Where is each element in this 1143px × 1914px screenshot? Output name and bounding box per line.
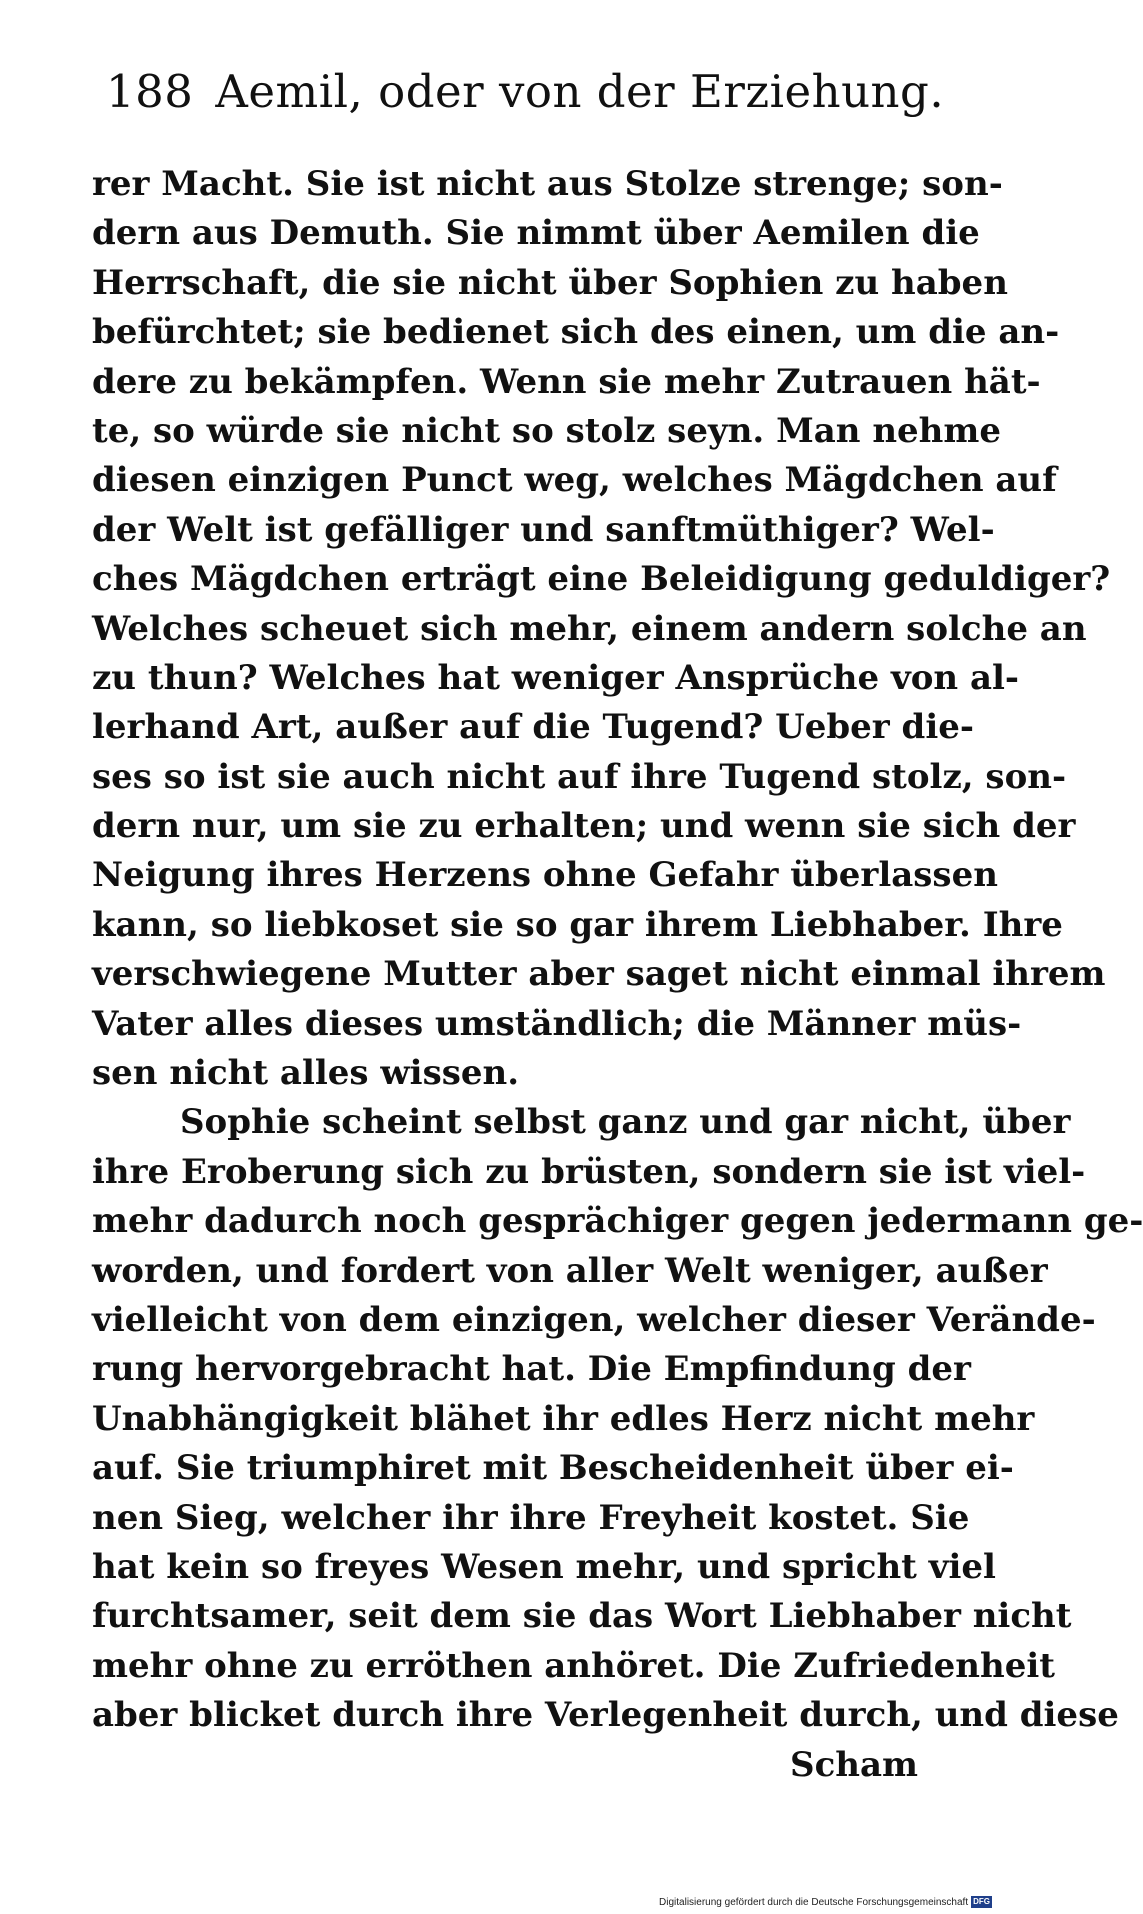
text-line: ihre Eroberung sich zu brüsten, sondern sie ist viel- — [92, 1151, 1086, 1192]
text-line: Sophie scheint selbst ganz und gar nicht, über — [180, 1102, 1071, 1143]
text-line: Vater alles dieses umständlich; die Männer müs- — [92, 1003, 1022, 1044]
text-line: auf. Sie triumphiret mit Bescheidenheit über ei- — [92, 1448, 1014, 1489]
text-line: kann, so liebkoset sie so gar ihrem Liebhaber. Ihre — [92, 904, 1063, 945]
text-line: te, so würde sie nicht so stolz seyn. Man nehme — [92, 410, 1002, 451]
text-line: dern aus Demuth. Sie nimmt über Aemilen die — [92, 213, 980, 254]
credit-text: Digitalisierung gefördert durch die Deutsche Forschungsgemeinschaft — [659, 1896, 969, 1908]
text-line: Herrschaft, die sie nicht über Sophien zu haben — [92, 262, 1008, 303]
text-line: dern nur, um sie zu erhalten; und wenn sie sich der — [92, 806, 1076, 847]
text-line: aber blicket durch ihre Verlegenheit durch, und diese — [92, 1695, 1119, 1736]
digitization-credit — [659, 1896, 992, 1908]
text-line: sen nicht alles wissen. — [92, 1053, 520, 1094]
text-line: rer Macht. Sie ist nicht aus Stolze strenge; son- — [92, 164, 1003, 204]
text-line: rung hervorgebracht hat. Die Empfindung der — [92, 1349, 971, 1390]
text-line: der Welt ist gefälliger und sanftmüthiger? Wel- — [92, 509, 995, 550]
catchword: Scham — [790, 1744, 918, 1785]
text-line: worden, und fordert von aller Welt weniger, außer — [92, 1250, 1048, 1291]
text-line: diesen einzigen Punct weg, welches Mägdchen auf — [92, 460, 1057, 501]
text-line: nen Sieg, welcher ihr ihre Freyheit kostet. Sie — [92, 1497, 970, 1538]
text-line: mehr ohne zu erröthen anhöret. Die Zufriedenheit — [92, 1645, 1055, 1686]
text-line: befürchtet; sie bedienet sich des einen, um die an- — [92, 312, 1060, 353]
text-line: vielleicht von dem einzigen, welcher dieser Verände- — [92, 1299, 1096, 1340]
page-header — [106, 62, 945, 122]
text-line: zu thun? Welches hat weniger Ansprüche von al- — [92, 657, 1020, 698]
dfg-logo: DFG — [973, 1897, 990, 1906]
text-line: mehr dadurch noch gesprächiger gegen jedermann ge- — [92, 1201, 1143, 1242]
text-line: furchtsamer, seit dem sie das Wort Liebhaber nicht — [92, 1596, 1072, 1637]
paragraph-2 — [92, 1098, 1143, 1740]
page-number: 188 — [106, 65, 194, 118]
text-line: verschwiegene Mutter aber saget nicht einmal ihrem — [92, 954, 1106, 995]
running-title: Aemil, oder von der Erziehung. — [215, 65, 945, 118]
body-text — [92, 160, 1143, 1790]
text-line: dere zu bekämpfen. Wenn sie mehr Zutrauen hät- — [92, 361, 1041, 402]
text-line: ses so ist sie auch nicht auf ihre Tugend stolz, son- — [92, 756, 1067, 797]
text-line: ches Mägdchen erträgt eine Beleidigung geduldiger? — [92, 559, 1111, 600]
text-line: Unabhängigkeit blähet ihr edles Herz nicht mehr — [92, 1398, 1035, 1439]
text-line: hat kein so freyes Wesen mehr, und spricht viel — [92, 1546, 996, 1587]
text-line: lerhand Art, außer auf die Tugend? Ueber die- — [92, 707, 974, 748]
text-line: Welches scheuet sich mehr, einem andern solche an — [92, 608, 1087, 649]
text-line: Neigung ihres Herzens ohne Gefahr überlassen — [92, 855, 998, 896]
paragraph-1 — [92, 160, 1111, 1098]
